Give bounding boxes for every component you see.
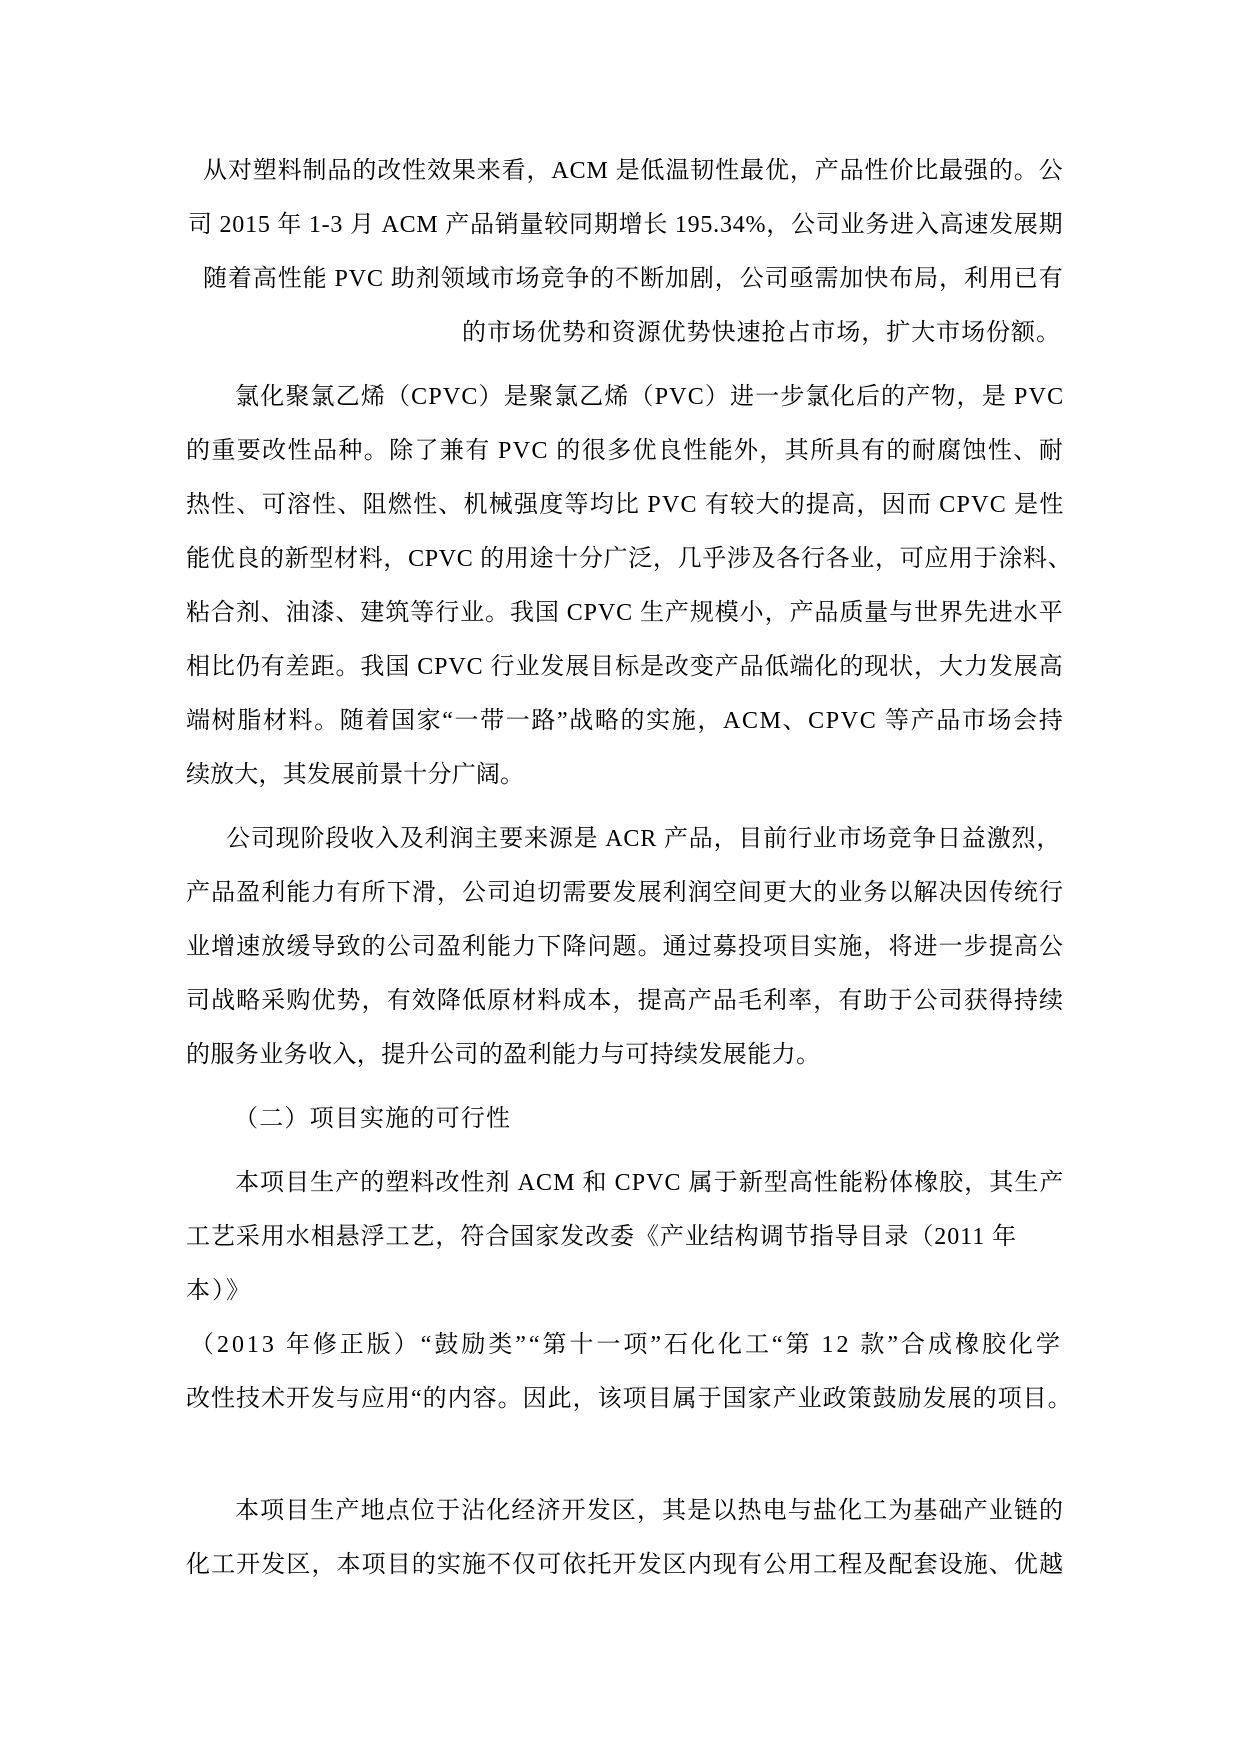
text-line: 本项目生产的塑料改性剂 ACM 和 CPVC 属于新型高性能粉体橡胶，其生产 [235,1170,1065,1196]
text-line: 化工开发区，本项目的实施不仅可依托开发区内现有公用工程及配套设施、优越 [186,1552,1065,1578]
text-line: 本项目生产地点位于沾化经济开发区，其是以热电与盐化工为基础产业链的 [235,1498,1065,1524]
text-line: 公司现阶段收入及利润主要来源是 ACR 产品，目前行业市场竞争日益激烈， [226,826,1062,852]
text-line: 本）》 [186,1278,252,1304]
text-line: 随着高性能 PVC 助剂领域市场竞争的不断加剧，公司亟需加快布局，利用已有 [203,266,1064,292]
text-line: （2013 年修正版）“鼓励类”“第十一项”石化化工“第 12 款”合成橡胶化学 [190,1332,1063,1358]
text-line: 能优良的新型材料，CPVC 的用途十分广泛，几乎涉及各行各业，可应用于涂料、 [186,546,1073,572]
text-line: （二）项目实施的可行性 [234,1106,512,1132]
text-line: 改性技术开发与应用“的内容。因此，该项目属于国家产业政策鼓励发展的项目。 [186,1386,1073,1412]
text-line: 产品盈利能力有所下滑，公司迫切需要发展利润空间更大的业务以解决因传统行 [186,880,1065,906]
text-line: 的服务业务收入，提升公司的盈利能力与可持续发展能力。 [186,1042,821,1068]
text-line: 端树脂材料。随着国家“一带一路”战略的实施，ACM、CPVC 等产品市场会持 [186,708,1065,734]
text-line: 热性、可溶性、阻燃性、机械强度等均比 PVC 有较大的提高，因而 CPVC 是性 [186,492,1065,518]
text-line: 相比仍有差距。我国 CPVC 行业发展目标是改变产品低端化的现状，大力发展高 [186,654,1064,680]
text-line: 氯化聚氯乙烯（CPVC）是聚氯乙烯（PVC）进一步氯化后的产物，是 PVC [235,384,1065,410]
text-line: 的重要改性品种。除了兼有 PVC 的很多优良性能外，其所具有的耐腐蚀性、耐 [186,438,1065,464]
text-line: 工艺采用水相悬浮工艺，符合国家发改委《产业结构调节指导目录（2011 年 [186,1224,1018,1250]
text-line: 续放大，其发展前景十分广阔。 [186,762,525,788]
text-line: 从对塑料制品的改性效果来看，ACM 是低温韧性最优，产品性价比最强的。公 [203,158,1064,184]
text-line: 粘合剂、油漆、建筑等行业。我国 CPVC 生产规模小，产品质量与世界先进水平 [186,600,1064,626]
text-line: 司 2015 年 1-3 月 ACM 产品销量较同期增长 195.34%，公司业务进入高速发展期 [188,212,1064,238]
text-line: 业增速放缓导致的公司盈利能力下降问题。通过募投项目实施，将进一步提高公 [186,934,1065,960]
text-line: 司战略采购优势，有效降低原材料成本，提高产品毛利率，有助于公司获得持续 [186,988,1065,1014]
text-line: 的市场优势和资源优势快速抢占市场，扩大市场份额。 [462,320,1061,346]
